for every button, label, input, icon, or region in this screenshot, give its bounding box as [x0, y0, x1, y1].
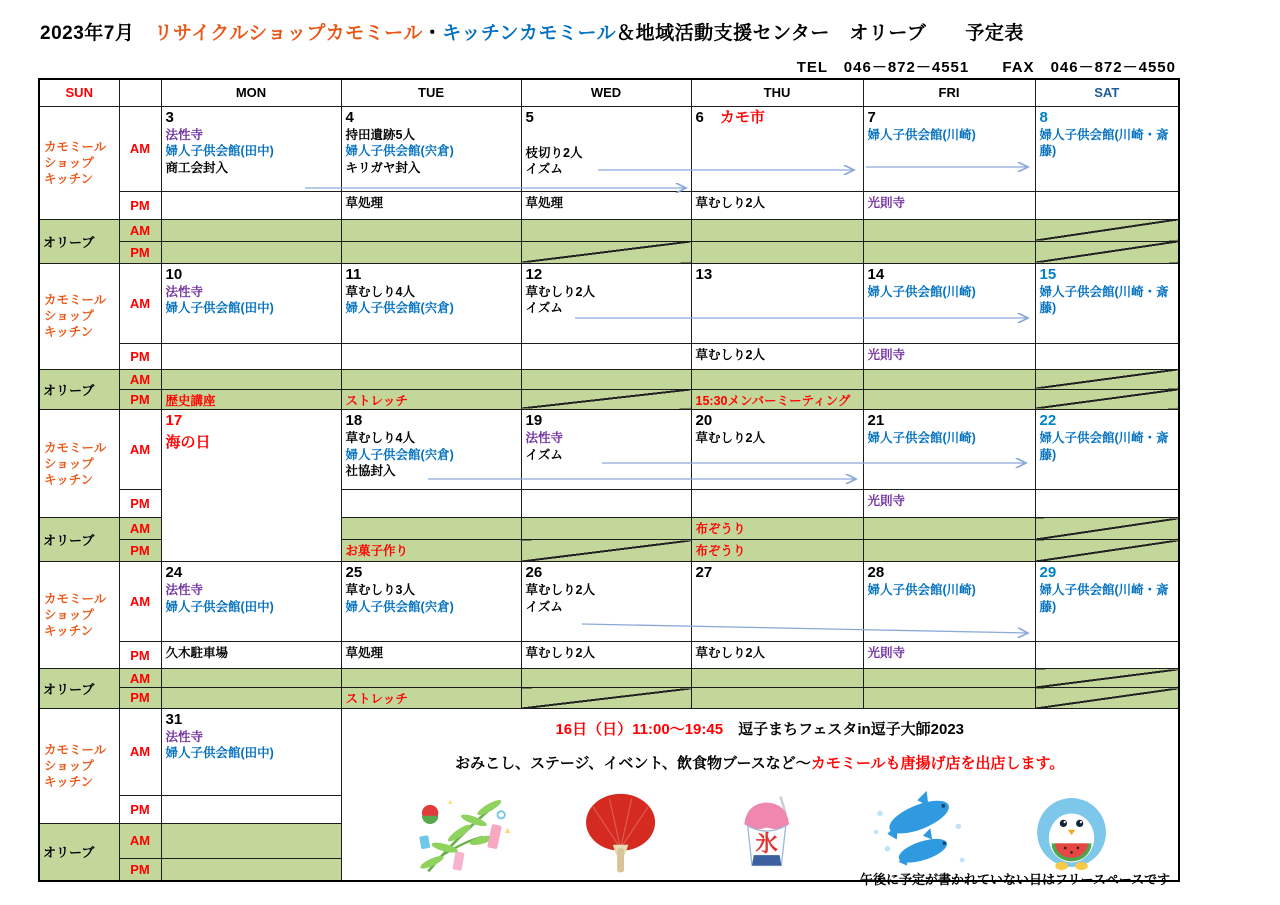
- day-cell-7: [863, 106, 1035, 191]
- event-text: 婦人子供会館(川崎): [867, 431, 976, 445]
- day-cell-24: [161, 562, 341, 642]
- event-text: 草むしり2人: [525, 646, 595, 660]
- olive-pm-cell: [341, 688, 521, 709]
- event-text: 布ぞうり: [695, 522, 746, 536]
- olive-am-cell: [863, 369, 1035, 389]
- olive-am-cell: [521, 219, 691, 241]
- event-text: 草むしり4人: [345, 284, 415, 299]
- event-text: 婦人子供会館(宍倉): [345, 144, 454, 158]
- contact-line: [797, 56, 1176, 77]
- crossed-out-cell: [1035, 241, 1179, 263]
- row-label-chamomile: カモミール ショップ キッチン: [39, 106, 119, 219]
- event-text: イズム: [525, 599, 563, 614]
- title-month: 2023年7月: [40, 23, 135, 44]
- crossed-out-cell: [521, 241, 691, 263]
- pm-cell: [863, 343, 1035, 369]
- pm-cell: [691, 343, 863, 369]
- tanabata-icon: [402, 793, 522, 880]
- olive-am-cell: [161, 219, 341, 241]
- pm-cell: [1035, 490, 1179, 518]
- date-number: 28: [867, 564, 885, 581]
- olive-pm-cell: [863, 241, 1035, 263]
- event-text: 婦人子供会館(田中): [165, 144, 274, 158]
- row-label-olive: オリーブ: [39, 518, 119, 562]
- olive-pm-cell: [691, 688, 863, 709]
- col-header-sun: SUN: [39, 79, 119, 106]
- day-cell-4: [341, 106, 521, 191]
- pm-cell: [863, 490, 1035, 518]
- pm-cell: [521, 642, 691, 669]
- olive-am-cell: [863, 669, 1035, 688]
- pm-label: PM: [119, 343, 161, 369]
- olive-pm-cell: [341, 389, 521, 410]
- olive-pm-cell: [341, 540, 521, 562]
- title-kitchen: キッチンカモミール: [442, 23, 617, 44]
- dolphins-icon: [865, 789, 977, 880]
- event-text: 草むしり2人: [695, 431, 765, 445]
- row-label-chamomile: カモミール ショップ キッチン: [39, 410, 119, 518]
- pm-cell: [341, 343, 521, 369]
- event-text: 歴史講座: [165, 393, 216, 408]
- day-cell-27: [691, 562, 863, 642]
- olive-pm-cell: [161, 859, 341, 881]
- event-text: 草むしり2人: [525, 583, 595, 597]
- day-cell-5: [521, 106, 691, 191]
- pm-label: PM: [119, 191, 161, 219]
- event-text: ストレッチ: [345, 393, 408, 408]
- crossed-out-cell: [1035, 369, 1179, 389]
- pm-label: PM: [119, 490, 161, 518]
- event-text: 婦人子供会館(宍倉): [345, 447, 454, 462]
- olive-pm-label: PM: [119, 241, 161, 263]
- date-number: 29: [1039, 564, 1057, 581]
- pm-cell: [341, 642, 521, 669]
- day-cell-29: [1035, 562, 1179, 642]
- pm-cell: [341, 490, 521, 518]
- event-text: 法性寺: [165, 284, 204, 299]
- date-number: 7: [867, 108, 876, 126]
- event-text: 草むしり2人: [695, 347, 765, 362]
- olive-am-cell: [863, 219, 1035, 241]
- olive-am-cell: [521, 518, 691, 540]
- olive-pm-cell: [863, 540, 1035, 562]
- row-label-olive: オリーブ: [39, 219, 119, 263]
- festival-banner: [341, 708, 1179, 881]
- pm-cell: [161, 642, 341, 669]
- event-text: 草むしり2人: [695, 646, 765, 660]
- day-cell-18: [341, 410, 521, 490]
- olive-am-cell: [341, 369, 521, 389]
- date-number: 14: [867, 265, 885, 283]
- row-label-olive: オリーブ: [39, 823, 119, 881]
- olive-am-label: AM: [119, 823, 161, 859]
- event-text: 15:30メンバーミーティング: [695, 393, 851, 408]
- day-cell-11: [341, 263, 521, 343]
- pm-cell: [521, 490, 691, 518]
- olive-am-cell: [691, 669, 863, 688]
- pm-label: PM: [119, 795, 161, 823]
- row-label-chamomile: カモミール ショップ キッチン: [39, 263, 119, 369]
- row-label-olive: オリーブ: [39, 669, 119, 709]
- pm-cell: [521, 191, 691, 219]
- crossed-out-cell: [1035, 688, 1179, 709]
- olive-am-label: AM: [119, 369, 161, 389]
- day-cell-12: [521, 263, 691, 343]
- event-text: 光則寺: [867, 494, 906, 508]
- event-text: 婦人子供会館(川崎・斎藤): [1039, 431, 1169, 462]
- event-text: 草処理: [345, 195, 384, 210]
- date-number: 26: [525, 564, 543, 581]
- date-number: 31: [165, 710, 183, 728]
- date-number: 4: [345, 108, 354, 126]
- event-text: 草むしり2人: [695, 195, 765, 210]
- date-number: 15: [1039, 265, 1057, 283]
- pm-cell: [691, 490, 863, 518]
- pm-cell: [161, 795, 341, 823]
- event-text: 久木駐車場: [165, 646, 229, 660]
- event-text: イズム: [525, 162, 563, 176]
- day-cell-3: [161, 106, 341, 191]
- day-cell-21: [863, 410, 1035, 490]
- olive-pm-cell: [341, 241, 521, 263]
- day-cell-14: [863, 263, 1035, 343]
- date-number: 19: [525, 412, 543, 429]
- olive-pm-cell: [691, 241, 863, 263]
- olive-am-cell: [161, 369, 341, 389]
- event-text: 法性寺: [525, 431, 564, 445]
- date-number: 21: [867, 412, 885, 429]
- date-number: 17: [165, 412, 183, 429]
- olive-am-cell: [691, 518, 863, 540]
- event-text: 婦人子供会館(宍倉): [345, 599, 454, 614]
- col-header-mon: MON: [161, 79, 341, 106]
- day-cell-15: [1035, 263, 1179, 343]
- event-text: イズム: [525, 447, 563, 462]
- event-text: 法性寺: [165, 583, 204, 597]
- pm-cell: [863, 191, 1035, 219]
- date-number: 13: [695, 265, 713, 283]
- pm-cell: [521, 343, 691, 369]
- event-text: 光則寺: [867, 646, 906, 660]
- page-title: [40, 18, 1024, 45]
- date-number: 6 カモ市: [695, 108, 765, 126]
- crossed-out-cell: [1035, 518, 1179, 540]
- schedule-table: [38, 78, 1180, 882]
- event-text: 社協封入: [345, 464, 396, 478]
- event-text: 光則寺: [867, 347, 906, 362]
- date-number: 27: [695, 564, 713, 581]
- event-text: 婦人子供会館(川崎・斎藤): [1039, 127, 1169, 158]
- olive-pm-cell: [161, 688, 341, 709]
- olive-am-cell: [691, 369, 863, 389]
- olive-am-cell: [341, 518, 521, 540]
- event-text: お菓子作り: [345, 544, 409, 558]
- am-label: AM: [119, 562, 161, 642]
- col-header-wed: WED: [521, 79, 691, 106]
- pm-cell: [1035, 642, 1179, 669]
- festival-desc-line: おみこし、ステージ、イベント、飲食物ブースなど～カモミールも唐揚げ店を出店します。: [455, 754, 1065, 772]
- penguin-icon: [1026, 789, 1118, 880]
- event-text: 婦人子供会館(田中): [165, 599, 274, 614]
- title-rest: ＆地域活動支援センター オリーブ 予定表: [616, 23, 1024, 44]
- date-number: 18: [345, 412, 363, 429]
- olive-am-cell: [341, 219, 521, 241]
- crossed-out-cell: [1035, 540, 1179, 562]
- olive-am-label: AM: [119, 518, 161, 540]
- event-text: 婦人子供会館(川崎): [867, 284, 976, 299]
- olive-am-cell: [161, 823, 341, 859]
- olive-am-cell: [863, 518, 1035, 540]
- footer-note: 午後に予定が書かれていない日はフリースペースです: [860, 872, 1171, 887]
- day-cell-28: [863, 562, 1035, 642]
- event-text: 布ぞうり: [695, 544, 746, 558]
- olive-am-cell: [161, 669, 341, 688]
- olive-pm-label: PM: [119, 688, 161, 709]
- pm-cell: [341, 191, 521, 219]
- holiday-market-label: カモ市: [719, 108, 765, 126]
- crossed-out-cell: [1035, 669, 1179, 688]
- event-text: 婦人子供会館(田中): [165, 746, 274, 760]
- fax-number: FAX 046－872－4550: [1002, 59, 1176, 76]
- event-text: 枝切り2人: [525, 145, 583, 160]
- row-label-olive: オリーブ: [39, 369, 119, 410]
- pm-label: PM: [119, 642, 161, 669]
- event-text: 婦人子供会館(川崎・斎藤): [1039, 583, 1169, 614]
- day-cell-8: [1035, 106, 1179, 191]
- olive-pm-cell: [863, 688, 1035, 709]
- olive-pm-label: PM: [119, 389, 161, 410]
- day-cell-6: [691, 106, 863, 191]
- col-header-blank: [119, 79, 161, 106]
- crossed-out-cell: [1035, 219, 1179, 241]
- event-text: 持田遺跡5人: [345, 127, 415, 142]
- date-number: 22: [1039, 412, 1057, 429]
- event-text: 商工会封入: [165, 160, 229, 175]
- title-recycle-shop: リサイクルショップカモミール: [153, 23, 423, 44]
- crossed-out-cell: [521, 540, 691, 562]
- pm-cell: [863, 642, 1035, 669]
- day-cell-26: [521, 562, 691, 642]
- date-number: 12: [525, 265, 543, 283]
- pm-cell: [161, 343, 341, 369]
- event-text: 草むしり4人: [345, 431, 415, 445]
- day-cell-19: [521, 410, 691, 490]
- pm-cell: [691, 642, 863, 669]
- am-label: AM: [119, 708, 161, 795]
- crossed-out-cell: [521, 389, 691, 410]
- event-text: 草むしり3人: [345, 583, 415, 597]
- col-header-thu: THU: [691, 79, 863, 106]
- olive-pm-cell: [691, 389, 863, 410]
- olive-pm-label: PM: [119, 540, 161, 562]
- olive-pm-cell: [691, 540, 863, 562]
- event-text: 海の日: [165, 434, 211, 451]
- event-text: 草処理: [525, 195, 564, 210]
- olive-pm-cell: [161, 389, 341, 410]
- event-text: 法性寺: [165, 127, 204, 142]
- day-cell-31: [161, 708, 341, 795]
- olive-am-cell: [521, 669, 691, 688]
- event-text: 光則寺: [867, 195, 906, 210]
- fan-icon: [571, 793, 671, 880]
- olive-am-label: AM: [119, 669, 161, 688]
- day-cell-10: [161, 263, 341, 343]
- row-label-chamomile: カモミール ショップ キッチン: [39, 708, 119, 823]
- col-header-tue: TUE: [341, 79, 521, 106]
- day-cell-17: [161, 410, 341, 562]
- svg-text:氷: 氷: [755, 830, 778, 856]
- pm-cell: [691, 191, 863, 219]
- olive-pm-label: PM: [119, 859, 161, 881]
- pm-cell: [161, 191, 341, 219]
- date-number: 20: [695, 412, 713, 429]
- event-text: 婦人子供会館(川崎): [867, 583, 976, 597]
- event-text: キリガヤ封入: [345, 160, 421, 175]
- am-label: AM: [119, 106, 161, 191]
- event-text: 婦人子供会館(川崎): [867, 127, 976, 142]
- date-number: 10: [165, 265, 183, 283]
- row-label-chamomile: カモミール ショップ キッチン: [39, 562, 119, 669]
- pm-cell: [1035, 191, 1179, 219]
- crossed-out-cell: [1035, 389, 1179, 410]
- event-text: 婦人子供会館(川崎・斎藤): [1039, 284, 1169, 315]
- date-number: 8: [1039, 108, 1048, 126]
- event-text: 草処理: [345, 646, 384, 660]
- am-label: AM: [119, 263, 161, 343]
- col-header-sat: SAT: [1035, 79, 1179, 106]
- olive-pm-cell: [161, 241, 341, 263]
- festival-title-line: 16日（日）11:00～19:45 逗子まちフェスタin逗子大師2023: [555, 720, 965, 738]
- title-separator: ・: [422, 23, 443, 44]
- event-text: ストレッチ: [345, 692, 408, 706]
- day-cell-25: [341, 562, 521, 642]
- olive-am-cell: [691, 219, 863, 241]
- event-text: 婦人子供会館(宍倉): [345, 301, 454, 315]
- am-label: AM: [119, 410, 161, 490]
- date-number: 5: [525, 108, 534, 126]
- col-header-fri: FRI: [863, 79, 1035, 106]
- olive-am-label: AM: [119, 219, 161, 241]
- crossed-out-cell: [521, 688, 691, 709]
- olive-am-cell: [341, 669, 521, 688]
- festival-illustrations: [378, 789, 1143, 880]
- pm-cell: [1035, 343, 1179, 369]
- tel-number: TEL 046－872－4551: [796, 59, 970, 76]
- event-text: 草むしり2人: [525, 284, 595, 299]
- event-text: 婦人子供会館(田中): [165, 301, 274, 315]
- date-number: 11: [345, 265, 362, 283]
- date-number: 3: [165, 108, 174, 126]
- date-number: 25: [345, 564, 363, 581]
- event-text: イズム: [525, 301, 563, 315]
- day-cell-20: [691, 410, 863, 490]
- day-cell-13: [691, 263, 863, 343]
- olive-am-cell: [521, 369, 691, 389]
- day-cell-22: [1035, 410, 1179, 490]
- olive-pm-cell: [863, 389, 1035, 410]
- event-text: 法性寺: [165, 729, 204, 744]
- shaved-ice-icon: [720, 793, 816, 880]
- date-number: 24: [165, 564, 183, 581]
